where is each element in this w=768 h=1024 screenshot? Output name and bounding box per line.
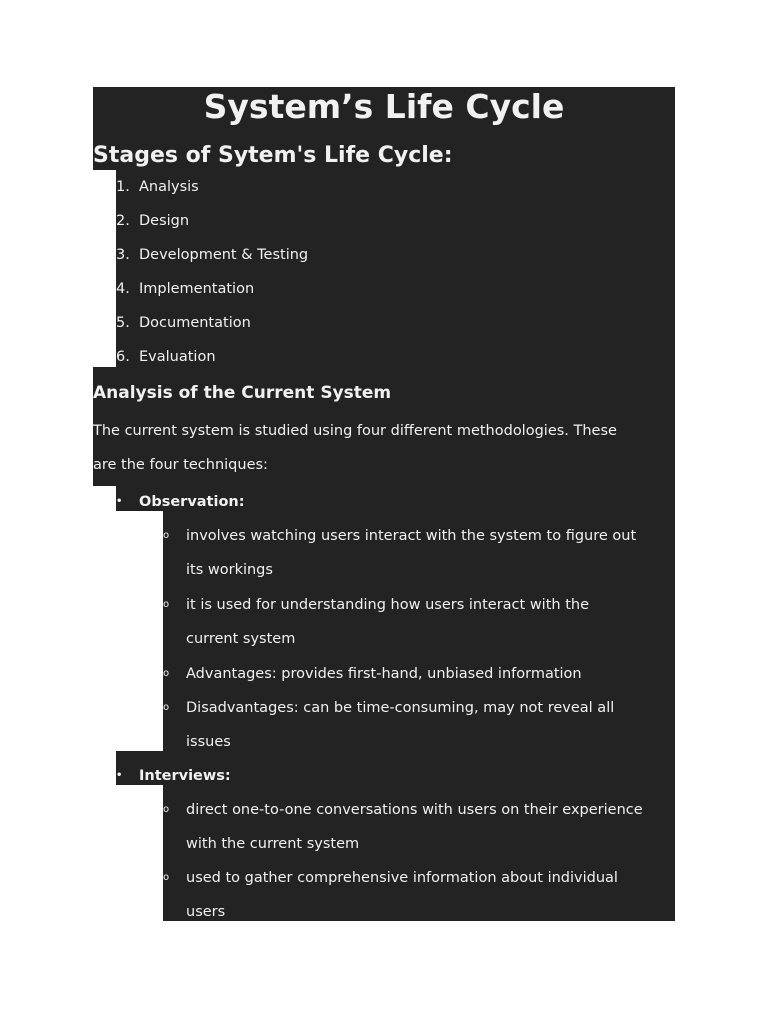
point-line1: Disadvantages: can be time-consuming, may not reveal all: [186, 700, 615, 716]
list-item: [116, 306, 675, 340]
list-label: Analysis: [139, 179, 199, 195]
bullet-label: Observation:: [139, 494, 245, 510]
list-item: [116, 272, 675, 306]
stages-list: [116, 170, 675, 367]
sub-marker: o: [163, 804, 170, 815]
point-line2: issues: [186, 734, 231, 750]
list-number: 3.: [116, 247, 130, 263]
sub-marker: o: [163, 599, 170, 610]
bullet-marker: •: [116, 496, 123, 507]
point-line2: its workings: [186, 562, 273, 578]
sub-marker: o: [163, 530, 170, 541]
bullet-interviews: [116, 751, 675, 785]
point-line2: current system: [186, 631, 296, 647]
list-number: 2.: [116, 213, 130, 229]
point-line1: it is used for understanding how users interact with the: [186, 597, 589, 613]
sub-marker: o: [163, 702, 170, 713]
point-line1: direct one-to-one conversations with users on their experience: [186, 802, 643, 818]
sub-marker: o: [163, 668, 170, 679]
stages-heading: Stages of Sytem's Life Cycle:: [93, 140, 675, 170]
observation-points: [163, 511, 675, 751]
list-number: 4.: [116, 281, 130, 297]
list-item: [116, 238, 675, 272]
bullet-label: Interviews:: [139, 768, 231, 784]
list-number: 5.: [116, 315, 130, 331]
analysis-heading: Analysis of the Current System: [93, 367, 675, 412]
list-item: [116, 170, 675, 204]
analysis-intro-line2: are the four techniques:: [93, 446, 675, 474]
list-number: 1.: [116, 179, 130, 195]
bullet-marker: •: [116, 770, 123, 781]
list-label: Documentation: [139, 315, 251, 331]
point-line1: involves watching users interact with the system to figure out: [186, 528, 637, 544]
list-number: 6.: [116, 349, 130, 365]
list-label: Implementation: [139, 281, 255, 297]
list-label: Design: [139, 213, 190, 229]
spacer: [93, 474, 675, 486]
page-title: System’s Life Cycle: [93, 87, 675, 140]
point-line2: with the current system: [186, 836, 360, 852]
point-line2: users: [186, 904, 226, 920]
list-label: Evaluation: [139, 349, 216, 365]
interviews-points: [163, 785, 675, 921]
bullet-observation: [116, 486, 675, 511]
sub-marker: o: [163, 872, 170, 883]
point-line1: used to gather comprehensive information about individual: [186, 870, 618, 886]
list-item: [116, 204, 675, 238]
list-label: Development & Testing: [139, 247, 309, 263]
point-line1: Advantages: provides first-hand, unbiased information: [186, 666, 582, 682]
analysis-intro-line1: The current system is studied using four different methodologies. These: [93, 412, 675, 446]
